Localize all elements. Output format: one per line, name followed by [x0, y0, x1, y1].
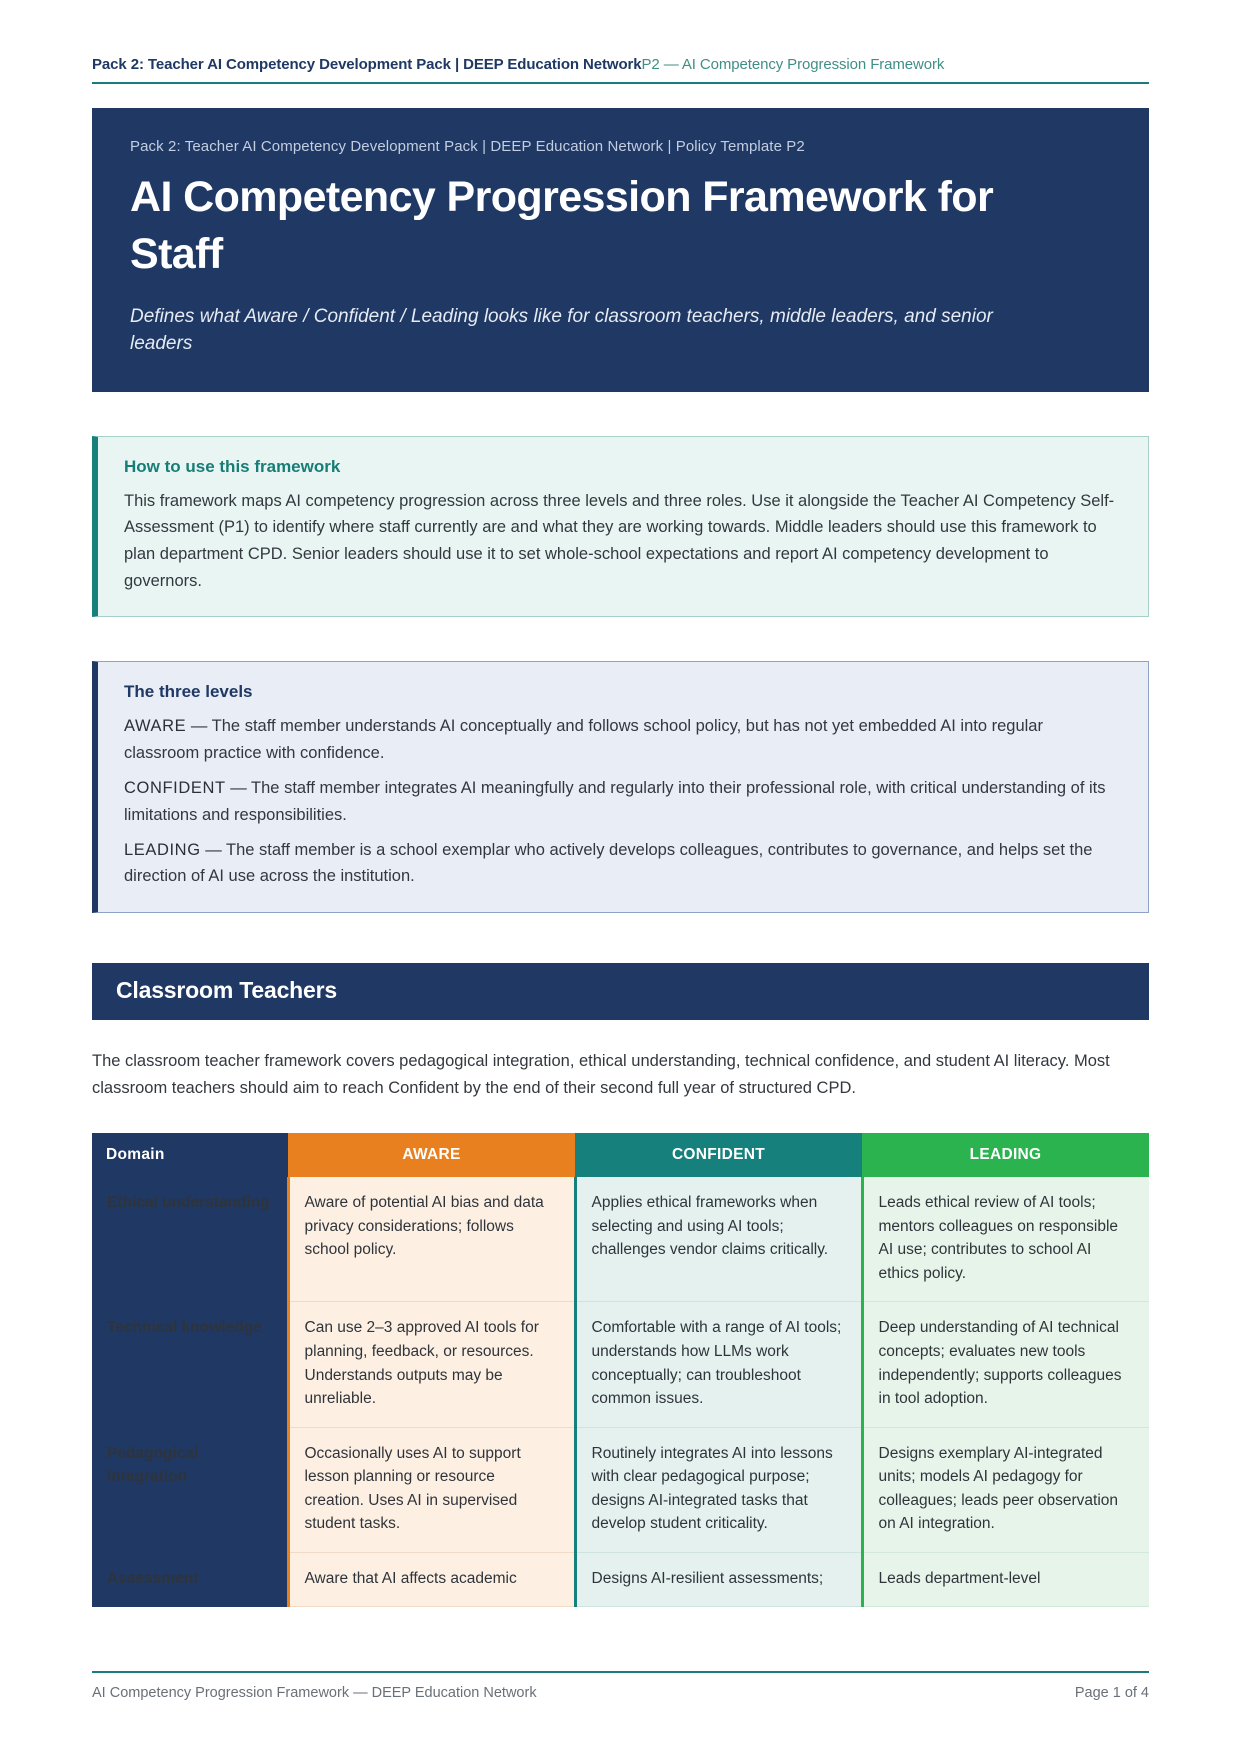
running-header [92, 56, 1149, 84]
matrix-cell-aware: Aware of potential AI bias and data privacy considerations; follows school policy. [288, 1177, 575, 1302]
how-to-use-body: This framework maps AI competency progression across three levels and three roles. Use it alongside the Teacher AI Competency Self-Assessment (P1) to identify where staff currently are and what they are working towards. Middle leaders should use this framework to plan department CPD. Senior leaders should use it to set whole-school expectations and report AI competency development to governors. [124, 491, 1115, 590]
matrix-header-aware: AWARE [288, 1133, 575, 1177]
footer-right: Page 1 of 4 [1074, 1685, 1149, 1701]
running-header-right: P2 — AI Competency Progression Framework [641, 56, 945, 73]
hero-kicker: Pack 2: Teacher AI Competency Development Pack | DEEP Education Network | Policy Template P2 [130, 138, 805, 155]
level-aware-description: The staff member understands AI conceptually and follows school policy, but has not yet embedded AI into regular classroom practice with confidence. [124, 717, 1043, 762]
page-title: AI Competency Progression Framework for Staff [130, 173, 994, 278]
level-aware-dash: — [190, 717, 208, 736]
section-heading-classroom-teachers: Classroom Teachers [92, 963, 1149, 1020]
footer-left: AI Competency Progression Framework — DEEP Education Network [92, 1685, 537, 1701]
matrix-cell-domain: Ethical understanding [92, 1177, 288, 1302]
level-leading [124, 837, 1122, 890]
matrix-header-row [92, 1133, 1149, 1177]
matrix-cell-leading: Leads department-level [862, 1552, 1149, 1607]
matrix-cell-confident: Applies ethical frameworks when selecting and using AI tools; challenges vendor claims critically. [575, 1177, 862, 1302]
level-leading-dash: — [205, 841, 222, 860]
level-leading-name: LEADING [124, 841, 201, 860]
three-levels-title: The three levels [124, 682, 253, 702]
hero-banner [92, 108, 1149, 392]
matrix-cell-domain: Assessment [92, 1552, 288, 1607]
section-intro-classroom-teachers: The classroom teacher framework covers pedagogical integration, ethical understanding, technical confidence, and student AI literacy. Most classroom teachers should aim to reach Confident by the end of their second full year of structured CPD. [92, 1051, 1110, 1097]
table-row [92, 1552, 1149, 1607]
matrix-cell-confident: Routinely integrates AI into lessons with clear pedagogical purpose; designs AI-integrated tasks that develop student criticality. [575, 1427, 862, 1552]
table-row [92, 1427, 1149, 1552]
level-confident-dash: — [230, 779, 247, 798]
hero-subtitle: Defines what Aware / Confident / Leading looks like for classroom teachers, middle leaders, and senior leaders [130, 305, 993, 355]
matrix-cell-leading: Deep understanding of AI technical concepts; evaluates new tools independently; supports colleagues in tool adoption. [862, 1302, 1149, 1427]
how-to-use-callout [92, 436, 1149, 618]
matrix-header-leading: LEADING [862, 1133, 1149, 1177]
level-confident-name: CONFIDENT [124, 779, 226, 798]
how-to-use-title: How to use this framework [124, 456, 341, 476]
matrix-cell-confident: Comfortable with a range of AI tools; understands how LLMs work conceptually; can troubleshoot common issues. [575, 1302, 862, 1427]
matrix-cell-aware: Aware that AI affects academic [288, 1552, 575, 1607]
three-levels-callout [92, 661, 1149, 912]
level-confident-description: The staff member integrates AI meaningfully and regularly into their professional role, with critical understanding of its limitations and responsibilities. [124, 779, 1106, 824]
level-aware-name: AWARE [124, 717, 187, 736]
matrix-header-confident: CONFIDENT [575, 1133, 862, 1177]
matrix-cell-confident: Designs AI-resilient assessments; [575, 1552, 862, 1607]
level-aware [124, 713, 1122, 766]
level-leading-description: The staff member is a school exemplar who actively develops colleagues, contributes to governance, and helps set the direction of AI use across the institution. [124, 841, 1093, 886]
matrix-header-domain: Domain [92, 1133, 288, 1177]
table-row [92, 1302, 1149, 1427]
matrix-cell-aware: Can use 2–3 approved AI tools for planning, feedback, or resources. Understands outputs may be unreliable. [288, 1302, 575, 1427]
matrix-cell-leading: Leads ethical review of AI tools; mentors colleagues on responsible AI use; contributes to school AI ethics policy. [862, 1177, 1149, 1302]
running-header-left: Pack 2: Teacher AI Competency Development Pack | DEEP Education Network [92, 56, 642, 73]
competency-matrix [92, 1133, 1149, 1607]
competency-matrix-wrapper [92, 1133, 1149, 1598]
matrix-cell-leading: Designs exemplary AI-integrated units; models AI pedagogy for colleagues; leads peer observation on AI integration. [862, 1427, 1149, 1552]
matrix-cell-domain: Technical knowledge [92, 1302, 288, 1427]
table-row [92, 1177, 1149, 1302]
matrix-cell-domain: Pedagogical integration [92, 1427, 288, 1552]
matrix-cell-aware: Occasionally uses AI to support lesson planning or resource creation. Uses AI in supervised student tasks. [288, 1427, 575, 1552]
level-confident [124, 775, 1122, 828]
page-footer [92, 1671, 1149, 1701]
